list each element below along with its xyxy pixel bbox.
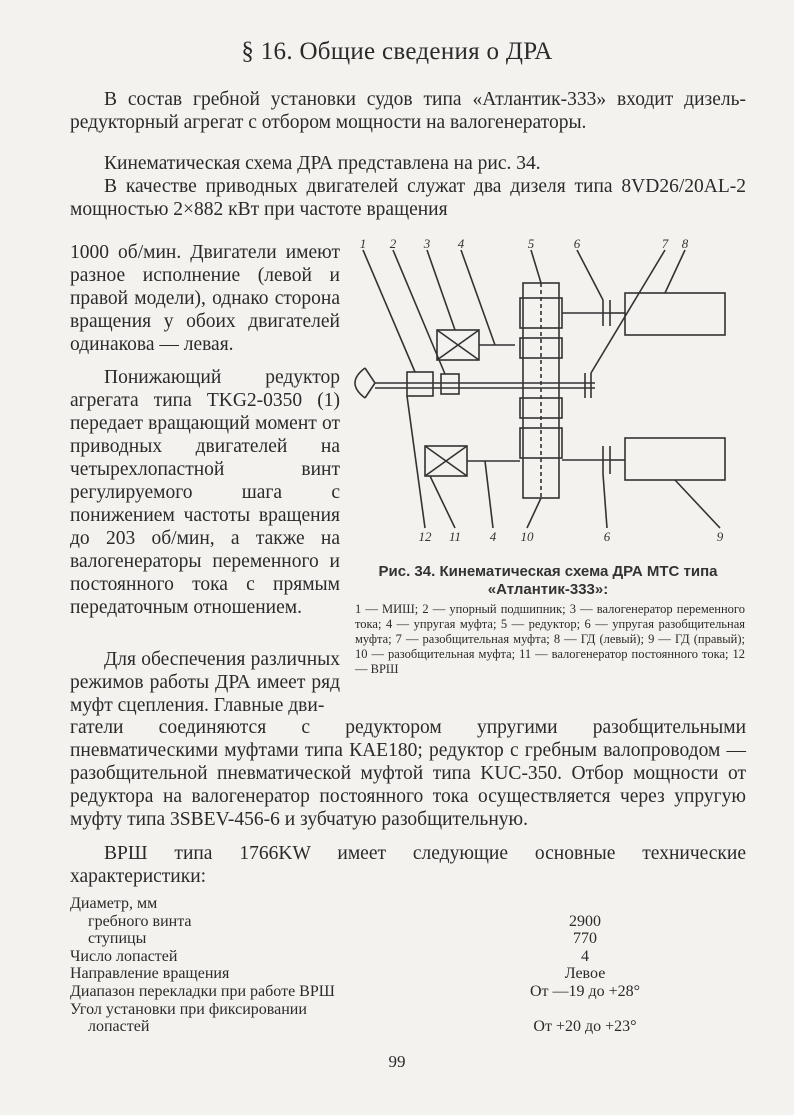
- paragraph-reducer: Понижающий редуктор агрегата типа TKG2-0350 (1) передает вращающий момент от приводных двигателей на четырехлопастной винт регулируемого шага с понижением частоты вращения до 203 об/мин, а также на валогенераторы переменного и постоянного тока с прямым передаточным отношением.: [70, 366, 340, 618]
- spec-value: 770: [573, 930, 597, 948]
- spec-value: Левое: [564, 965, 606, 983]
- paragraph-couplings: Для обеспечения различных режимов работы ДРА имеет ряд муфт сцепления. Главные дви-: [70, 648, 340, 716]
- section-title: § 16. Общие сведения о ДРА: [241, 38, 553, 65]
- spec-label: Угол установки при фиксировании: [70, 1000, 307, 1018]
- diagram-callout-bottom: 9: [716, 529, 724, 544]
- diagram-callout-bottom: 12: [418, 529, 432, 544]
- kinematic-diagram-svg: [345, 238, 745, 558]
- spec-label: лопастей: [88, 1018, 150, 1036]
- diagram-callout-bottom: 10: [520, 529, 534, 544]
- diagram-callout-top: 3: [423, 238, 431, 251]
- spec-label: Диаметр, мм: [70, 895, 158, 912]
- figure-caption: [350, 563, 746, 599]
- diagram-callout-bottom: 4: [489, 529, 497, 544]
- diagram-callout-top: 8: [681, 238, 689, 251]
- diagram-bottom-labels: [419, 529, 724, 544]
- spec-row: [70, 913, 690, 931]
- diagram-callout-bottom: 6: [603, 529, 611, 544]
- paragraph-engines-continued: 1000 об/мин. Двигатели имеют разное исполнение (левой и правой модели), однако сторона вращения у обоих двигателей одинакова — левая.: [70, 241, 340, 355]
- diagram-callout-bottom: 11: [448, 529, 462, 544]
- spec-value: От —19 до +28°: [529, 982, 641, 1000]
- spec-row: [70, 983, 690, 1001]
- spec-row: [70, 895, 690, 913]
- figure-legend: 1 — МИШ; 2 — упорный подшипник; 3 — валогенератор переменного тока; 4 — упругая муфта; 5 — редуктор; 6 — упругая разобщительная муфта; 7 — разобщительная муфта; 8 — ГД (левый); 9 — ГД (правый); 10 — разобщительная муфта; 11 — валогенератор постоянного тока; 12 — ВРШ: [355, 602, 745, 676]
- spec-row: [70, 1018, 690, 1036]
- spec-value: 2900: [569, 912, 601, 930]
- paragraph-intro: В состав гребной установки судов типа «Атлантик-333» входит дизель-редукторный агрегат с отбором мощности на валогенераторы.: [70, 89, 746, 133]
- spec-row: [70, 930, 690, 948]
- page-number: 99: [388, 1052, 406, 1071]
- figure-caption-number: Рис. 34.: [378, 563, 436, 580]
- spec-row: [70, 1001, 690, 1019]
- spec-row: [70, 965, 690, 983]
- spec-label: ступицы: [88, 930, 147, 948]
- spec-label: Направление вращения: [70, 965, 230, 983]
- paragraph-engines: В качестве приводных двигателей служат два дизеля типа 8VD26/20AL-2 мощностью 2×882 кВт при частоте вращения: [70, 176, 746, 220]
- diagram-callout-top: 1: [359, 238, 367, 251]
- paragraph-couplings-continued: гатели соединяются с редуктором упругими разобщительными пневматическими муфтами типа КАЕ180; редуктор с гребным валопроводом — разобщительной пневматической муфтой типа KUC-350. Отбор мощности от редуктора на валогенератор постоянного тока осуществляется через упругую муфту типа 3SBEV-456-6 и зубчатую разобщительную.: [70, 717, 746, 830]
- propeller-icon: [355, 368, 375, 398]
- diagram-top-labels: [360, 238, 689, 251]
- figure-caption-text: Кинематическая схема ДРА МТС типа «Атлантик-333»:: [439, 563, 718, 598]
- diagram-callout-top: 4: [457, 238, 465, 251]
- diagram-callout-top: 5: [527, 238, 535, 251]
- diagram-callout-top: 6: [573, 238, 581, 251]
- spec-label: гребного винта: [88, 912, 192, 930]
- diagram-callout-top: 2: [389, 238, 397, 251]
- spec-value: 4: [581, 947, 589, 965]
- spec-row: [70, 948, 690, 966]
- spec-label: Число лопастей: [70, 947, 178, 965]
- specs-table: [70, 895, 690, 1036]
- paragraph-propeller-specs-intro: ВРШ типа 1766KW имеет следующие основные технические характеристики:: [70, 843, 746, 887]
- spec-label: Диапазон перекладки при работе ВРШ: [70, 982, 335, 1000]
- spec-value: От +20 до +23°: [533, 1018, 637, 1036]
- paragraph-figure-ref: Кинематическая схема ДРА представлена на рис. 34.: [104, 153, 541, 174]
- kinematic-diagram: [345, 238, 745, 558]
- diagram-callout-top: 7: [661, 238, 669, 251]
